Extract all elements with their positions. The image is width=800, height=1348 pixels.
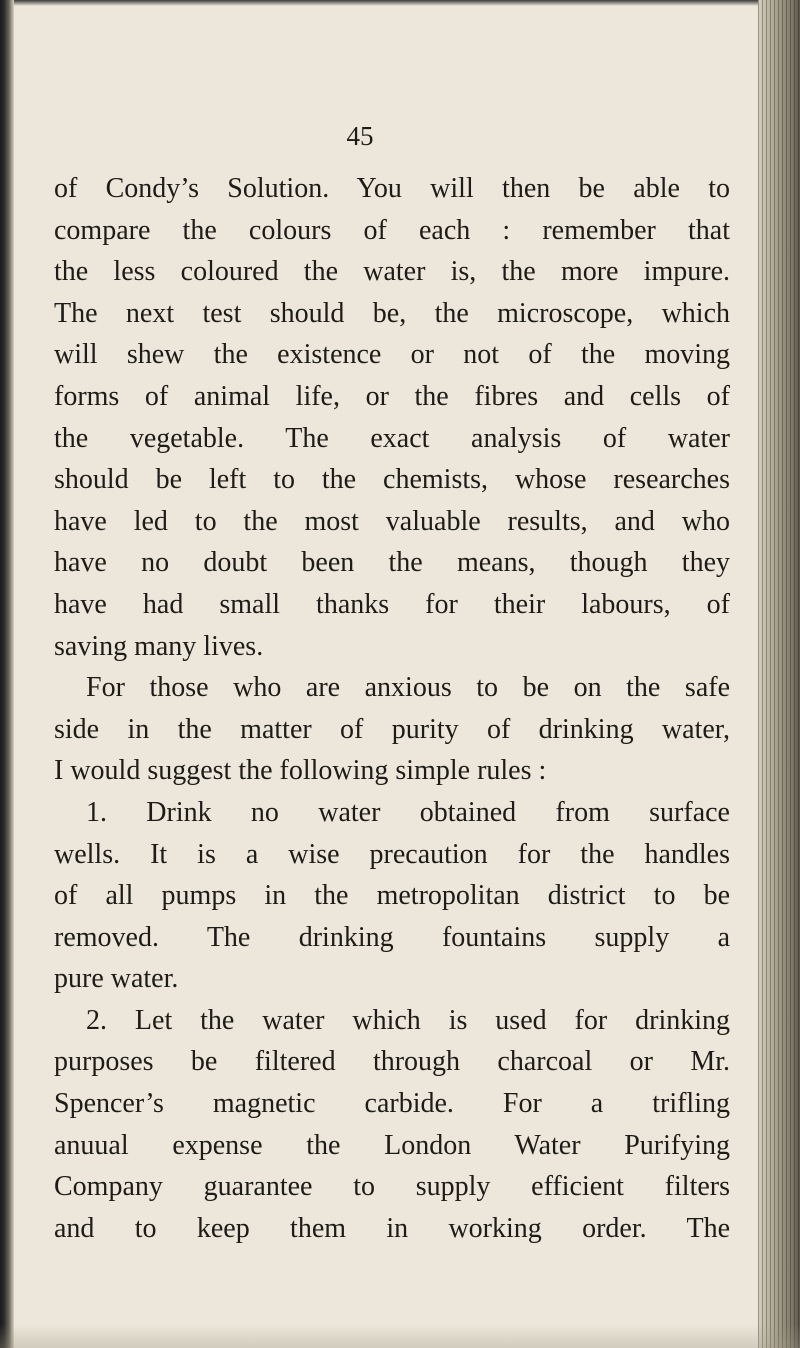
text-line: have had small thanks for their labours, of xyxy=(54,588,730,620)
text-line: should be left to the chemists, whose researches xyxy=(54,464,730,496)
text-line: will shew the existence or not of the moving xyxy=(54,339,730,371)
body-text xyxy=(54,168,730,1249)
text-line: of all pumps in the metropolitan district to be xyxy=(54,880,730,912)
text-line: saving many lives. xyxy=(54,630,264,662)
text-line: The next test should be, the microscope, which xyxy=(54,297,730,329)
text-line: 2. Let the water which is used for drinking xyxy=(86,1004,730,1036)
text-line: I would suggest the following simple rules : xyxy=(54,755,547,787)
text-line: Spencer’s magnetic carbide. For a trifling xyxy=(54,1088,730,1120)
text-line: the vegetable. The exact analysis of water xyxy=(54,422,730,454)
text-line: have led to the most valuable results, and who xyxy=(54,505,730,537)
text-line: the less coloured the water is, the more impure. xyxy=(54,256,730,288)
text-line: removed. The drinking fountains supply a xyxy=(54,921,730,953)
page-top-edge xyxy=(0,0,800,6)
text-line: purposes be filtered through charcoal or Mr. xyxy=(54,1046,730,1078)
text-line: of Condy’s Solution. You will then be able to xyxy=(54,173,730,204)
text-line: pure water. xyxy=(54,963,179,995)
text-line: compare the colours of each : remember that xyxy=(54,214,730,246)
page-number: 45 xyxy=(346,121,374,151)
text-line: forms of animal life, or the fibres and cells of xyxy=(54,380,730,412)
text-line: and to keep them in working order. The xyxy=(54,1212,730,1244)
text-line: 1. Drink no water obtained from surface xyxy=(86,796,730,828)
text-line: side in the matter of purity of drinking water, xyxy=(54,713,730,745)
text-line: For those who are anxious to be on the safe xyxy=(86,672,730,704)
book-spine-edge xyxy=(758,0,800,1348)
text-line: have no doubt been the means, though they xyxy=(54,547,730,579)
page-bottom-shade xyxy=(0,1324,800,1348)
text-line: Company guarantee to supply efficient filters xyxy=(54,1171,730,1203)
text-line: wells. It is a wise precaution for the handles xyxy=(54,838,730,870)
text-line: anuual expense the London Water Purifying xyxy=(54,1129,730,1161)
page-left-edge xyxy=(0,0,14,1348)
